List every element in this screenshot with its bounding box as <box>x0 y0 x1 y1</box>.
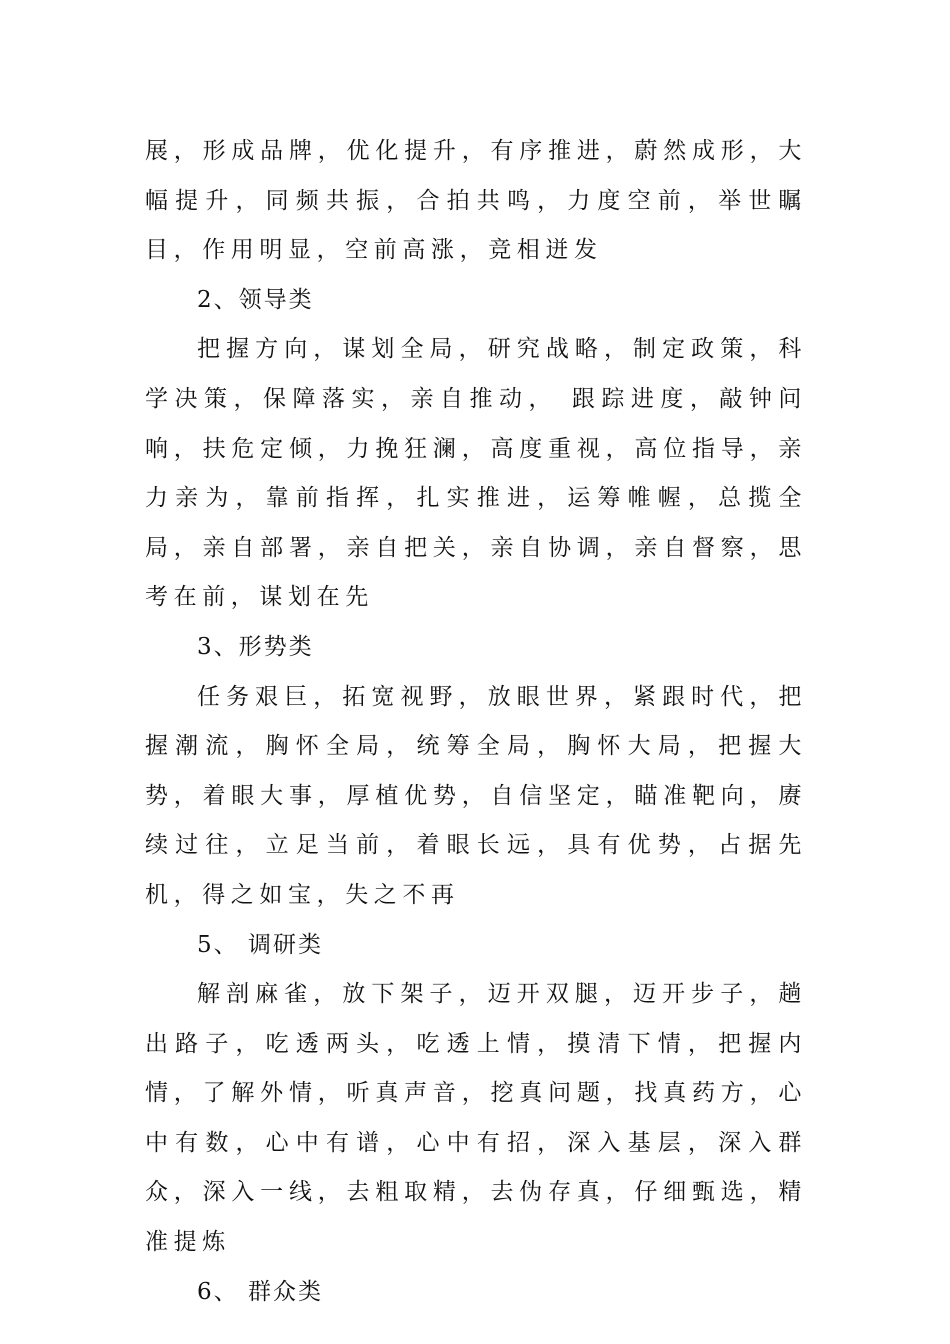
section-heading-situation: 3、形势类 <box>197 633 314 660</box>
paragraph-continued: 展，形成品牌，优化提升，有序推进，蔚然成形，大幅提升，同频共振，合拍共鸣，力度空前，举世瞩目，作用明显，空前高涨，竞相迸发 <box>145 138 807 264</box>
section-heading-masses: 6、 群众类 <box>197 1278 323 1305</box>
paragraph-research: 解剖麻雀，放下架子，迈开双腿，迈开步子，趟出路子，吃透两头，吃透上情，摸清下情，把握内情，了解外情，听真声音，挖真问题，找真药方，心中有数，心中有谱，心中有招，深入基层，深入群众，深入一线，去粗取精，去伪存真，仔细甄选，精准提炼 <box>145 981 807 1256</box>
paragraph-leadership: 把握方向，谋划全局，研究战略，制定政策，科学决策，保障落实，亲自推动， 跟踪进度，敲钟问响，扶危定倾，力挽狂澜，高度重视，高位指导，亲力亲为，靠前指挥，扎实推进，运筹帷幄，总揽全局，亲自部署，亲自把关，亲自协调，亲自督察，思考在前，谋划在先 <box>145 336 807 611</box>
section-heading-research: 5、 调研类 <box>197 931 323 958</box>
section-heading-leadership: 2、领导类 <box>197 286 314 313</box>
document-body <box>145 127 807 1317</box>
paragraph-situation: 任务艰巨，拓宽视野，放眼世界，紧跟时代，把握潮流，胸怀全局，统筹全局，胸怀大局，把握大势，着眼大事，厚植优势，自信坚定，瞄准靶向，赓续过往，立足当前，着眼长远，具有优势，占据先机，得之如宝，失之不再 <box>145 683 807 908</box>
